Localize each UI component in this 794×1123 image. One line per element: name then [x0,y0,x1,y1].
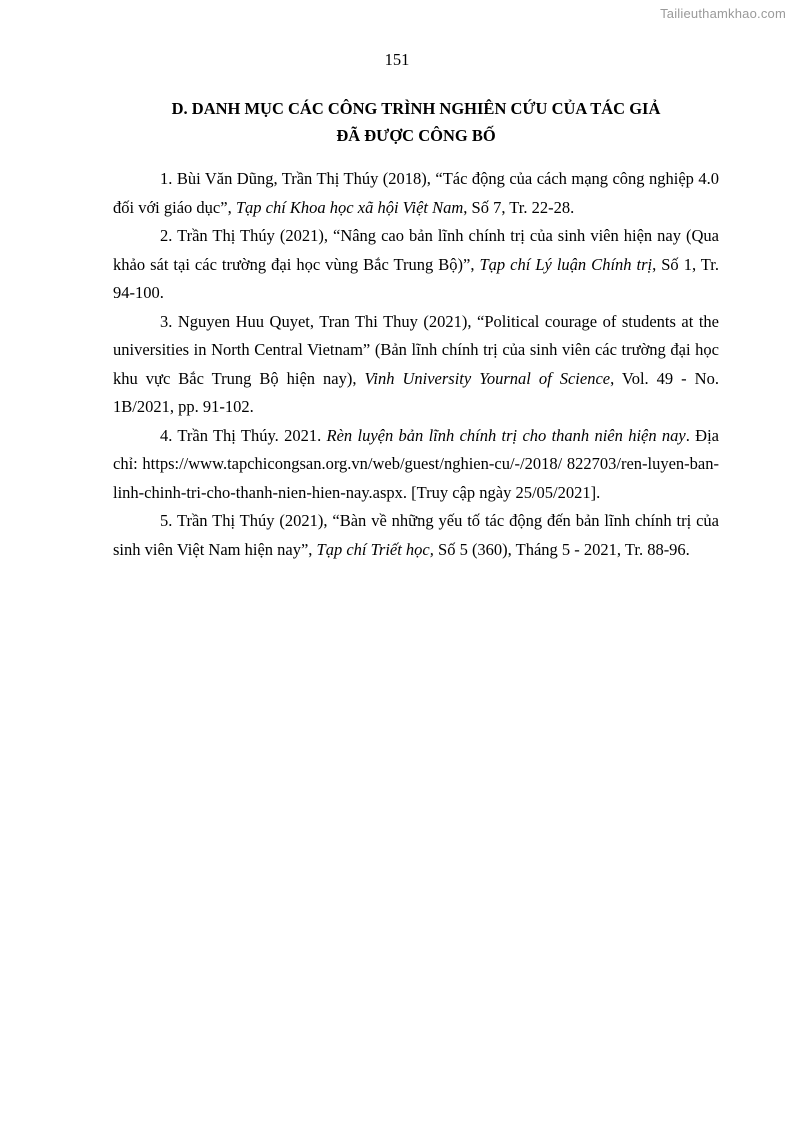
reference-item-1 [113,165,719,222]
reference-text: 3. Nguyen Huu Quyet, Tran Thi Thuy (2021), “Political courage of students at the universities in North Central Vietnam” (Bản lĩnh chính trị của sinh viên các trường đại học khu vực Bắc Trung Bộ hiện nay), [113,311,719,388]
reference-details: Số 5 (360), Tháng 5 - 2021, Tr. 88-96. [433,539,690,559]
reference-details: , Số 1, Tr. 94-100. [113,254,719,302]
reference-list [113,165,719,564]
reference-text: 2. Trần Thị Thúy (2021), “Nâng cao bản lĩnh chính trị của sinh viên hiện nay (Qua khảo sát tại các trường đại học vùng Bắc Trung Bộ)”, [113,226,719,274]
reference-details: . Địa chỉ: https://www.tapchicongsan.org.vn/web/guest/nghien-cu/-/2018/ 822703/ren-luyen-ban-linh-chinh-tri-cho-thanh-nien-hien-nay.aspx. [Truy cập ngày 25/05/2021]. [113,425,719,502]
reference-text: 1. Bùi Văn Dũng, Trần Thị Thúy (2018), “Tác động của cách mạng công nghiệp 4.0 đối với giáo dục”, [113,169,719,217]
reference-text: 5. Trần Thị Thúy (2021), “Bàn về những yếu tố tác động đến bản lĩnh chính trị của sinh viên Việt Nam hiện nay”, [113,511,719,559]
section-heading [113,95,719,149]
reference-details: , Số 7, Tr. 22-28. [463,197,575,217]
reference-details: , Vol. 49 - No. 1B/2021, pp. 91-102. [113,368,719,416]
reference-journal: Tạp chí Lý luận Chính trị [479,254,653,274]
reference-item-3 [113,308,719,422]
reference-journal: Vinh University Yournal of Science [364,368,611,388]
reference-item-2 [113,222,719,308]
page-number: 151 [384,50,410,69]
watermark: Tailieuthamkhao.com [660,6,786,21]
reference-journal: Tạp chí Khoa học xã hội Việt Nam [235,197,464,217]
heading-line-1: D. DANH MỤC CÁC CÔNG TRÌNH NGHIÊN CỨU CỦA TÁC GIẢ [171,99,661,118]
reference-item-5 [113,507,719,564]
reference-journal: Tạp chí Triết học, [316,539,434,559]
reference-text: 4. Trần Thị Thúy. 2021. [160,425,327,445]
reference-item-4 [113,422,719,508]
heading-line-2: ĐÃ ĐƯỢC CÔNG BỐ [336,126,496,145]
reference-title: Rèn luyện bản lĩnh chính trị cho thanh niên hiện nay [326,425,686,445]
